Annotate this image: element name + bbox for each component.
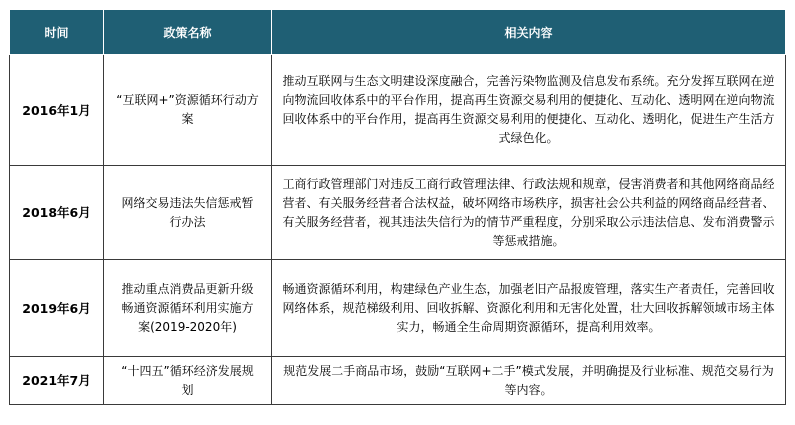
header-related-content: 相关内容 — [272, 10, 786, 55]
row-content: 畅通资源循环利用，构建绿色产业生态，加强老旧产品报废管理，落实生产者责任，完善回收网络体系，规范梯级利用、回收拆解、资源化利用和无害化处置，壮大回收拆解领域市场主体实力，畅通全生命周期资源循环，提高利用效率。 — [272, 260, 786, 357]
header-policy-name: 政策名称 — [104, 10, 272, 55]
header-time: 时间 — [10, 10, 104, 55]
row-policy-name: 推动重点消费品更新升级畅通资源循环利用实施方案(2019-2020年) — [104, 260, 272, 357]
table-row — [10, 55, 786, 166]
row-content: 工商行政管理部门对违反工商行政管理法律、行政法规和规章，侵害消费者和其他网络商品经营者、有关服务经营者合法权益，破坏网络市场秩序，损害社会公共利益的网络商品经营者、有关服务经营者，视其违法失信行为的情节严重程度，分别采取公示违法信息、发布消费警示等惩戒措施。 — [272, 166, 786, 260]
row-date: 2019年6月 — [10, 260, 104, 357]
row-content: 规范发展二手商品市场，鼓励“互联网+二手”模式发展，并明确提及行业标准、规范交易行为等内容。 — [272, 357, 786, 405]
row-policy-name: “十四五”循环经济发展规划 — [104, 357, 272, 405]
row-date: 2021年7月 — [10, 357, 104, 405]
table-row — [10, 260, 786, 357]
table-row — [10, 166, 786, 260]
row-policy-name: “互联网+”资源循环行动方案 — [104, 55, 272, 166]
row-date: 2018年6月 — [10, 166, 104, 260]
policy-table-container — [9, 9, 785, 405]
table-header-row — [10, 10, 786, 55]
policy-table — [9, 9, 786, 405]
row-policy-name: 网络交易违法失信惩戒暂行办法 — [104, 166, 272, 260]
row-content: 推动互联网与生态文明建设深度融合，完善污染物监测及信息发布系统。充分发挥互联网在逆向物流回收体系中的平台作用，提高再生资源交易利用的便捷化、互动化、透明网在逆向物流回收体系中的平台作用，提高再生资源交易利用的便捷化、互动化、透明化，促进生产生活方式绿色化。 — [272, 55, 786, 166]
table-row — [10, 357, 786, 405]
row-date: 2016年1月 — [10, 55, 104, 166]
